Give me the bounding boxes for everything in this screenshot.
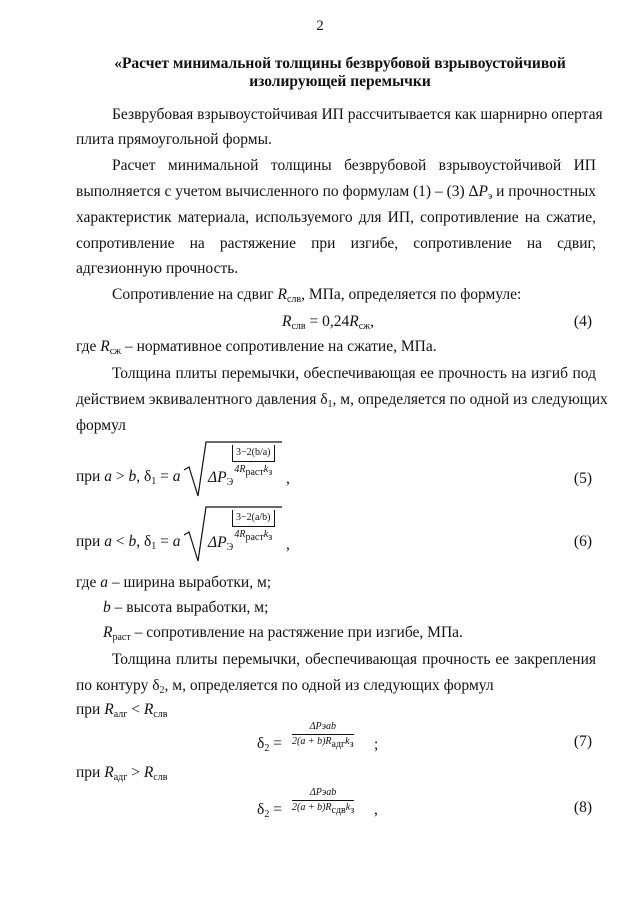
- equation-6-numerator: 3−2(a/b): [232, 510, 275, 527]
- equation-7-denominator: $2(a + b)R_{адг}k_з$: [292, 736, 354, 750]
- paragraph-1-line-1: Безврубовая взрывоустойчивая ИП рассчитывается как шарнирно опертая: [112, 106, 603, 123]
- equation-8-lhs: $\delta_2$ =: [257, 801, 282, 820]
- equation-6-condition: при a < b, $\delta_1 = a$: [76, 533, 181, 552]
- equation-8-fraction: [292, 787, 354, 814]
- equation-7-number: (7): [573, 733, 592, 750]
- equation-5-fraction: [232, 445, 275, 476]
- equation-6-fraction: [232, 510, 275, 541]
- equation-5-numerator: 3−2(b/a): [232, 445, 275, 462]
- equation-6-denominator: $4R_{раст}k_з$: [234, 529, 273, 543]
- equation-8-denominator: $2(a + b)R_{сдв}k_з$: [292, 802, 355, 816]
- equation-5-condition: при a > b, $\delta_1 = a$: [76, 468, 181, 487]
- equation-6-dp: $\Delta P_Э$: [208, 534, 234, 553]
- equation-8-tail: ,: [374, 801, 378, 818]
- title-line-1: «Расчет минимальной толщины безврубовой взрывоустойчивой: [114, 55, 566, 72]
- paragraph-3: Сопротивление на сдвиг $R_{слв}$, МПа, определяется по формуле:: [112, 286, 522, 305]
- equation-8-numerator: ΔPэab: [292, 787, 354, 801]
- where-a: где a – ширина выработки, м;: [76, 574, 272, 591]
- page-number: 2: [316, 18, 324, 34]
- paragraph-2-line-4: сопротивление на растяжение при изгибе, сопротивление на сдвиг,: [76, 235, 596, 252]
- where-rrast: $R_{раст}$ – сопротивление на растяжение при изгибе, МПа.: [103, 624, 463, 643]
- equation-7-tail: ;: [374, 736, 379, 753]
- condition-7: при $R_{алг} < R_{слв}$: [76, 701, 168, 720]
- condition-8: при $R_{адг} > R_{слв}$: [76, 764, 168, 783]
- paragraph-5-line-1: Толщина плиты перемычки, обеспечивающая прочность ее закрепления: [112, 651, 596, 668]
- equation-7-lhs: $\delta_2$ =: [257, 735, 282, 754]
- equation-8-number: (8): [573, 799, 592, 816]
- paragraph-5-line-2: по контуру $\delta_2$, м, определяется по одной из следующих формул: [76, 677, 494, 696]
- paragraph-4-line-1: Толщина плиты перемычки, обеспечивающая ее прочность на изгиб под: [112, 365, 596, 382]
- equation-4-number: (4): [573, 313, 592, 330]
- equation-5-number: (5): [573, 470, 592, 487]
- equation-7-fraction: [292, 721, 354, 748]
- equation-5-tail: ,: [286, 470, 290, 487]
- paragraph-2-line-2: выполняется с учетом вычисленного по формулам (1) – (3) $\Delta P_э$ и прочностных: [76, 183, 597, 202]
- title-line-2: изолирующей перемычки: [249, 73, 431, 90]
- paragraph-4-line-3: формул: [76, 417, 126, 434]
- equation-5-denominator: $4R_{раст}k_з$: [234, 464, 273, 478]
- paragraph-4-line-2: действием эквивалентного давления $\delta_1$, м, определяется по одной из следующих: [76, 391, 608, 410]
- equation-5-dp: $\Delta P_Э$: [208, 469, 234, 488]
- paragraph-2-line-5: адгезионную прочность.: [76, 260, 239, 277]
- equation-4: $R_{слв} = 0,24R_{сж}$,: [282, 313, 374, 332]
- equation-6-tail: ,: [286, 536, 290, 553]
- where-rszh: где $R_{сж}$ – нормативное сопротивление на сжатие, МПа.: [76, 338, 437, 357]
- equation-7-numerator: ΔPэab: [292, 721, 354, 735]
- where-b: b – высота выработки, м;: [103, 599, 269, 616]
- equation-6-number: (6): [573, 533, 592, 550]
- paragraph-2-line-3: характеристик материала, используемого для ИП, сопротивление на сжатие,: [76, 209, 596, 226]
- paragraph-1-line-2: плита прямоугольной формы.: [76, 131, 272, 148]
- paragraph-2-line-1: Расчет минимальной толщины безврубовой взрывоустойчивой ИП: [112, 157, 596, 174]
